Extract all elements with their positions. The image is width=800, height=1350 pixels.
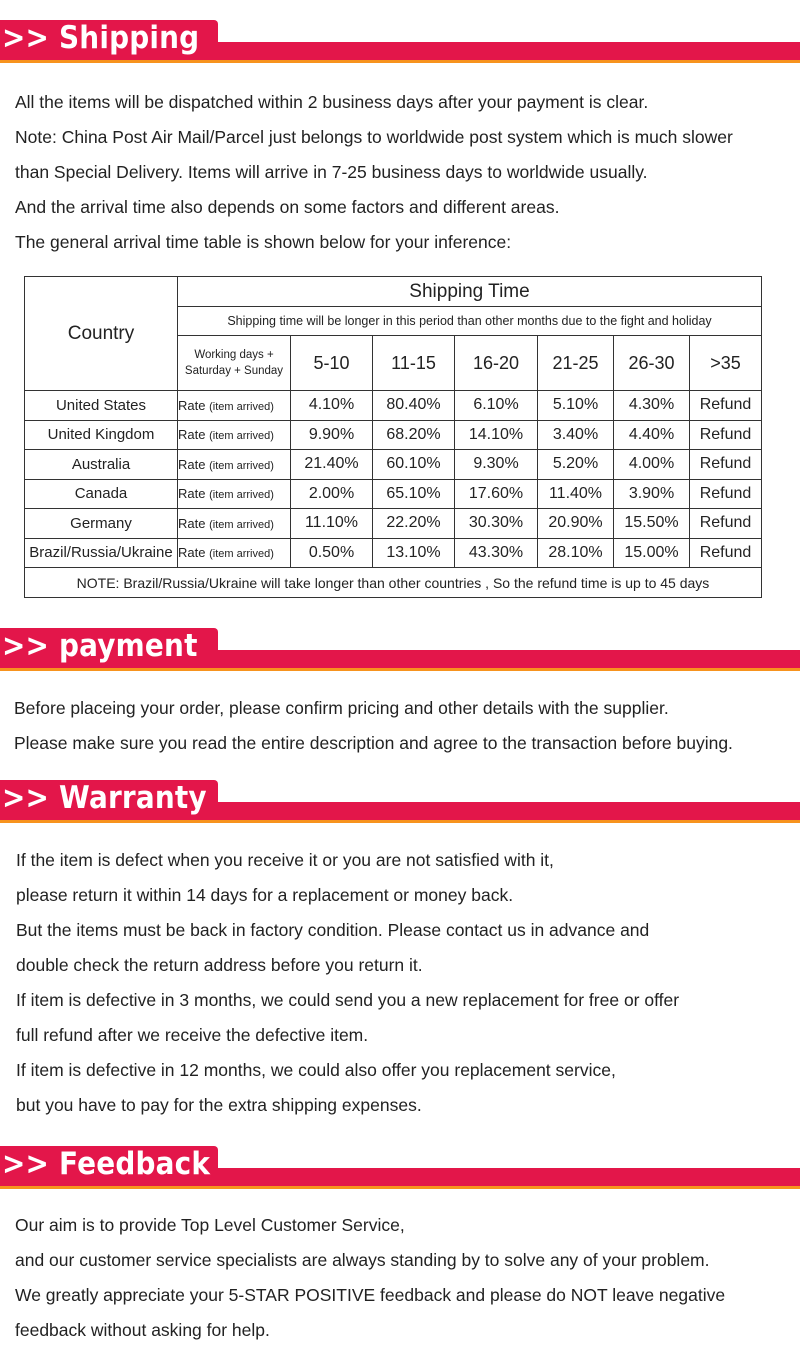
shipping-time-table (24, 276, 762, 598)
value-cell: 30.30% (455, 509, 538, 539)
table-row (25, 391, 762, 421)
country-cell: Germany (25, 509, 178, 539)
value-cell: Refund (690, 509, 762, 539)
feedback-line: and our customer service specialists are always standing by to solve any of your problem. (15, 1250, 710, 1270)
working-days-header: Working days + Saturday + Sunday (178, 336, 291, 391)
value-cell: 6.10% (455, 391, 538, 421)
feedback-text (15, 1208, 725, 1348)
value-cell: Refund (690, 391, 762, 421)
value-cell: 15.00% (614, 538, 690, 568)
payment-text (14, 691, 733, 761)
table-row (25, 538, 762, 568)
rate-label: Rate (178, 545, 206, 561)
warranty-banner (0, 780, 800, 823)
shipping-line: than Special Delivery. Items will arrive in 7-25 business days to worldwide usually. (15, 162, 648, 182)
country-cell: United States (25, 391, 178, 421)
table-row (25, 450, 762, 480)
value-cell: 14.10% (455, 420, 538, 450)
value-cell: Refund (690, 479, 762, 509)
warranty-text (16, 843, 679, 1123)
shipping-line: The general arrival time table is shown below for your inference: (15, 232, 512, 252)
shipping-time-header: Shipping Time (178, 277, 762, 307)
value-cell: 22.20% (373, 509, 455, 539)
range-header: 26-30 (614, 336, 690, 391)
value-cell: 21.40% (291, 450, 373, 480)
value-cell: 20.90% (538, 509, 614, 539)
table-row (25, 420, 762, 450)
warranty-line: If item is defective in 3 months, we could send you a new replacement for free or offer (16, 990, 680, 1010)
rate-label: Rate (178, 456, 206, 472)
feedback-line: We greatly appreciate your 5-STAR POSITIVE feedback and please do NOT leave negative (15, 1285, 726, 1305)
rate-sub-label: (item arrived) (209, 548, 274, 561)
payment-line: Before placeing your order, please confirm pricing and other details with the supplier. (14, 698, 669, 718)
range-header: 5-10 (291, 336, 373, 391)
country-header: Country (25, 277, 178, 391)
rate-sub-label: (item arrived) (209, 518, 274, 531)
value-cell: 4.30% (614, 391, 690, 421)
value-cell: 3.40% (538, 420, 614, 450)
feedback-line: feedback without asking for help. (15, 1320, 270, 1340)
value-cell: 28.10% (538, 538, 614, 568)
shipping-banner (0, 20, 800, 63)
value-cell: 5.10% (538, 391, 614, 421)
rate-label: Rate (178, 515, 206, 531)
value-cell: 68.20% (373, 420, 455, 450)
rate-sub-label: (item arrived) (209, 459, 274, 472)
value-cell: 2.00% (291, 479, 373, 509)
value-cell: 0.50% (291, 538, 373, 568)
feedback-title: >> Feedback (2, 1146, 211, 1182)
rate-label: Rate (178, 427, 206, 443)
rate-label: Rate (178, 486, 206, 502)
warranty-line: full refund after we receive the defective item. (16, 1025, 369, 1045)
value-cell: 9.30% (455, 450, 538, 480)
table-note: NOTE: Brazil/Russia/Ukraine will take longer than other countries , So the refund time is up to 45 days (25, 568, 762, 598)
range-header: 16-20 (455, 336, 538, 391)
value-cell: 11.10% (291, 509, 373, 539)
table-row (25, 509, 762, 539)
country-cell: Canada (25, 479, 178, 509)
value-cell: 60.10% (373, 450, 455, 480)
value-cell: 9.90% (291, 420, 373, 450)
shipping-line: And the arrival time also depends on some factors and different areas. (15, 197, 560, 217)
period-note: Shipping time will be longer in this period than other months due to the fight and holiday (178, 307, 762, 336)
country-cell: United Kingdom (25, 420, 178, 450)
value-cell: 4.00% (614, 450, 690, 480)
payment-banner (0, 628, 800, 671)
warranty-line: If the item is defect when you receive it or you are not satisfied with it, (16, 850, 554, 870)
value-cell: 3.90% (614, 479, 690, 509)
country-cell: Brazil/Russia/Ukraine (25, 538, 178, 568)
rate-label-cell (178, 509, 291, 539)
country-cell: Australia (25, 450, 178, 480)
rate-sub-label: (item arrived) (209, 489, 274, 502)
rate-label-cell (178, 450, 291, 480)
value-cell: 4.10% (291, 391, 373, 421)
rate-sub-label: (item arrived) (209, 400, 274, 413)
feedback-banner (0, 1146, 800, 1189)
value-cell: 15.50% (614, 509, 690, 539)
value-cell: 5.20% (538, 450, 614, 480)
value-cell: 11.40% (538, 479, 614, 509)
value-cell: 4.40% (614, 420, 690, 450)
rate-label-cell (178, 479, 291, 509)
warranty-line: double check the return address before you return it. (16, 955, 423, 975)
shipping-text (15, 85, 733, 260)
rate-label: Rate (178, 397, 206, 413)
value-cell: 80.40% (373, 391, 455, 421)
range-header: 21-25 (538, 336, 614, 391)
feedback-line: Our aim is to provide Top Level Customer Service, (15, 1215, 405, 1235)
value-cell: Refund (690, 538, 762, 568)
warranty-line: But the items must be back in factory condition. Please contact us in advance and (16, 920, 650, 940)
range-header: 11-15 (373, 336, 455, 391)
value-cell: 17.60% (455, 479, 538, 509)
value-cell: 13.10% (373, 538, 455, 568)
rate-label-cell (178, 391, 291, 421)
value-cell: Refund (690, 450, 762, 480)
range-header: >35 (690, 336, 762, 391)
rate-label-cell (178, 420, 291, 450)
payment-title: >> payment (2, 628, 198, 664)
table-row (25, 479, 762, 509)
warranty-line: If item is defective in 12 months, we could also offer you replacement service, (16, 1060, 616, 1080)
payment-line: Please make sure you read the entire description and agree to the transaction before buying. (14, 733, 733, 753)
rate-sub-label: (item arrived) (209, 430, 274, 443)
rate-label-cell (178, 538, 291, 568)
value-cell: Refund (690, 420, 762, 450)
shipping-line: Note: China Post Air Mail/Parcel just belongs to worldwide post system which is much slower (15, 127, 733, 147)
warranty-title: >> Warranty (2, 780, 207, 816)
warranty-line: please return it within 14 days for a replacement or money back. (16, 885, 514, 905)
warranty-line: but you have to pay for the extra shipping expenses. (16, 1095, 422, 1115)
shipping-line: All the items will be dispatched within 2 business days after your payment is clear. (15, 92, 649, 112)
value-cell: 65.10% (373, 479, 455, 509)
value-cell: 43.30% (455, 538, 538, 568)
shipping-title: >> Shipping (2, 20, 200, 56)
